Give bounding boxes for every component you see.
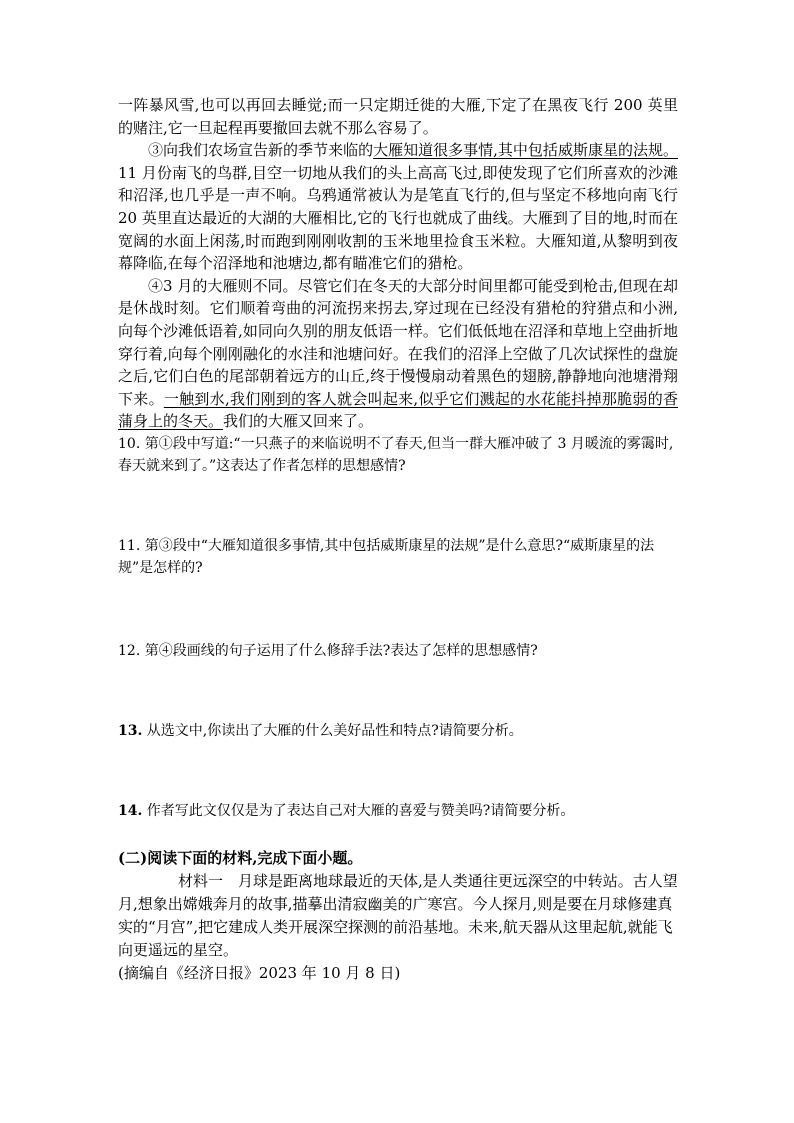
- question-10-text: 10. 第①段中写道:“一只燕子的来临说明不了春天,但当一群大雁冲破了 3 月暖流的雾霭时,春天就来到了。”这表达了作者怎样的思想感情?: [118, 435, 674, 474]
- section-2-heading: (二)阅读下面的材料,完成下面小题。: [118, 848, 363, 867]
- material-1-paragraph: [118, 870, 678, 962]
- question-10: [118, 433, 678, 477]
- material-1-label: 材料一: [178, 871, 224, 890]
- document-page: [118, 94, 678, 985]
- question-11: [118, 535, 678, 579]
- paragraph-4-body: ④3 月的大雁则不同。尽管它们在冬天的大部分时间里都可能受到枪击,但现在却是休战时刻。它们顺着弯曲的河流拐来拐去,穿过现在已经没有猎枪的狩猎点和小洲,向每个沙滩低语着,如同向久别的朋友低语一样。它们低低地在沼泽和草地上空曲折地穿行着,向每个刚刚融化的水洼和池塘问好。在我们的沼泽上空做了几次试探性的盘旋之后,它们白色的尾部朝着远方的山丘,终于慢慢扇动着黑色的翅膀,静静地向池塘滑翔下来。: [118, 276, 678, 408]
- passage-intro-paragraph: [118, 94, 678, 139]
- passage-paragraph-3: [118, 139, 678, 275]
- question-13-text: 从选文中,你读出了大雁的什么美好品性和特点?请简要分析。: [142, 722, 523, 739]
- question-12-text: 12. 第④段画线的句子运用了什么修辞手法?表达了怎样的思想感情?: [118, 642, 538, 659]
- material-1-text: 月球是距离地球最近的天体,是人类通往更远深空的中转站。古人望月,想象出嫦娥奔月的故事,描摹出清寂幽美的广寒宫。今人探月,则是要在月球修建真实的“月宫”,把它建成人类开展深空探测的前沿基地。未来,航天器从这里起航,就能飞向更遥远的星空。: [118, 871, 678, 959]
- question-13-number: 13.: [118, 722, 143, 739]
- passage-paragraph-4: [118, 275, 678, 433]
- question-14: [118, 800, 678, 822]
- paragraph-3-underlined-sentence: 大雁知道很多事情,其中包括威斯康星的法规。: [373, 141, 678, 160]
- question-14-text: 作者写此文仅仅是为了表达自己对大雁的喜爱与赞美吗?请简要分析。: [142, 802, 575, 819]
- paragraph-4-ending: 我们的大雁又回来了。: [223, 412, 374, 431]
- material-1-source: (摘编自《经济日报》2023 年 10 月 8 日): [118, 963, 401, 982]
- paragraph-3-body: 11 月份南飞的鸟群,目空一切地从我们的头上高高飞过,即使发现了它们所喜欢的沙滩和沼泽,也几乎是一声不响。乌鸦通常被认为是笔直飞行的,但与坚定不移地向南飞行 20 英里直达最近的大湖的大雁相比,它的飞行也就成了曲线。大雁到了目的地,时而在宽阔的水面上闲荡,时而跑到刚刚收割的玉米地里捡食玉米粒。大雁知道,从黎明到夜幕降临,在每个沼泽地和池塘边,都有瞄准它们的猎枪。: [118, 163, 678, 273]
- question-13: [118, 720, 678, 742]
- question-11-text: 11. 第③段中“大雁知道很多事情,其中包括威斯康星的法规”是什么意思?“威斯康星的法规”是怎样的?: [118, 537, 655, 576]
- question-14-number: 14.: [118, 802, 143, 819]
- paragraph-4-underlined-sentence: 一触到水,我们刚到的客人就会叫起来,似乎它们溅起的水花能抖掉那脆弱的香蒲身上的冬天。: [118, 389, 678, 431]
- paragraph-3-lead: ③向我们农场宣告新的季节来临的: [148, 141, 374, 160]
- passage-intro-text: 一阵暴风雪,也可以再回去睡觉;而一只定期迁徙的大雁,下定了在黑夜飞行 200 英里的赌注,它一旦起程再要撤回去就不那么容易了。: [118, 96, 678, 137]
- question-12: [118, 640, 678, 662]
